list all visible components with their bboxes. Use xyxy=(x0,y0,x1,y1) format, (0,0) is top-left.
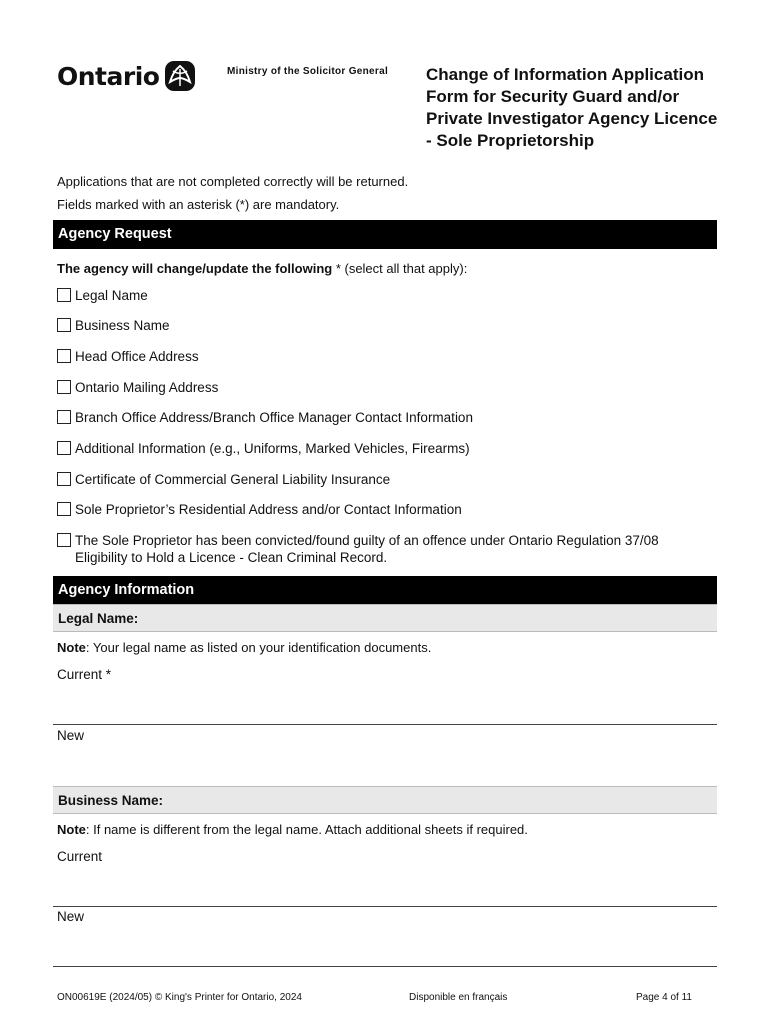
divider xyxy=(53,724,717,725)
note-bold: Note xyxy=(57,640,86,655)
intro-mandatory-note: Fields marked with an asterisk (*) are mandatory. xyxy=(57,197,340,212)
legal-name-new-label: New xyxy=(57,728,85,743)
section-agency-request: Agency Request xyxy=(53,220,717,249)
checkbox[interactable] xyxy=(57,410,71,424)
checkbox[interactable] xyxy=(57,288,71,302)
option-liability-insurance[interactable] xyxy=(57,471,695,488)
divider xyxy=(53,906,717,907)
footer-form-id: ON00619E (2024/05) © King's Printer for Ontario, 2024 xyxy=(57,992,302,1003)
business-name-note xyxy=(57,822,528,837)
option-label: Certificate of Commercial General Liability Insurance xyxy=(75,472,391,487)
intro-returned-note: Applications that are not completed correctly will be returned. xyxy=(57,174,409,189)
option-label: Ontario Mailing Address xyxy=(75,380,219,395)
checkbox[interactable] xyxy=(57,349,71,363)
footer-page-number: Page 4 of 11 xyxy=(636,992,692,1003)
section-agency-information: Agency Information xyxy=(53,576,717,605)
footer-french-link: Disponible en français xyxy=(409,992,508,1003)
note-bold: Note xyxy=(57,822,86,837)
checkbox[interactable] xyxy=(57,318,71,332)
business-name-current-label: Current xyxy=(57,849,103,864)
legal-name-heading: Legal Name: xyxy=(53,604,717,632)
checkbox[interactable] xyxy=(57,502,71,516)
option-business-name[interactable] xyxy=(57,317,695,334)
checkbox[interactable] xyxy=(57,533,71,547)
option-label: Head Office Address xyxy=(75,349,199,364)
option-label: Sole Proprietor’s Residential Address and/or Contact Information xyxy=(75,502,462,517)
divider xyxy=(53,966,717,967)
note-text: : If name is different from the legal name. Attach additional sheets if required. xyxy=(85,822,528,837)
checkbox[interactable] xyxy=(57,472,71,486)
option-branch-office[interactable] xyxy=(57,409,695,426)
form-title: Change of Information Application Form for Security Guard and/or Private Investigator Agency Licence - Sole Proprietorship xyxy=(426,65,718,150)
option-label: The Sole Proprietor has been convicted/found guilty of an offence under Ontario Regulation 37/08 Eligibility to Hold a Licence - Clean Criminal Record. xyxy=(75,533,659,565)
checkbox[interactable] xyxy=(57,380,71,394)
checkbox[interactable] xyxy=(57,441,71,455)
option-additional-information[interactable] xyxy=(57,440,695,457)
option-label: Additional Information (e.g., Uniforms, Marked Vehicles, Firearms) xyxy=(75,441,470,456)
legal-name-note xyxy=(57,640,431,655)
option-residential-address[interactable] xyxy=(57,501,695,518)
option-label: Legal Name xyxy=(75,288,148,303)
trillium-icon xyxy=(164,60,196,92)
select-prompt-bold: The agency will change/update the following xyxy=(57,261,333,276)
option-ontario-mailing-address[interactable] xyxy=(57,379,695,396)
option-label: Business Name xyxy=(75,318,170,333)
option-label: Branch Office Address/Branch Office Manager Contact Information xyxy=(75,410,473,425)
select-prompt-rest: * (select all that apply): xyxy=(332,261,468,276)
option-legal-name[interactable] xyxy=(57,287,695,304)
ministry-name: Ministry of the Solicitor General xyxy=(227,66,389,77)
legal-name-current-label: Current * xyxy=(57,667,112,682)
option-criminal-record[interactable] xyxy=(57,532,695,566)
ontario-logo xyxy=(57,60,196,92)
business-name-new-label: New xyxy=(57,909,85,924)
select-prompt xyxy=(57,261,467,276)
logo-text: Ontario xyxy=(57,61,160,91)
option-head-office-address[interactable] xyxy=(57,348,695,365)
note-text: : Your legal name as listed on your identification documents. xyxy=(85,640,432,655)
business-name-heading: Business Name: xyxy=(53,786,717,814)
